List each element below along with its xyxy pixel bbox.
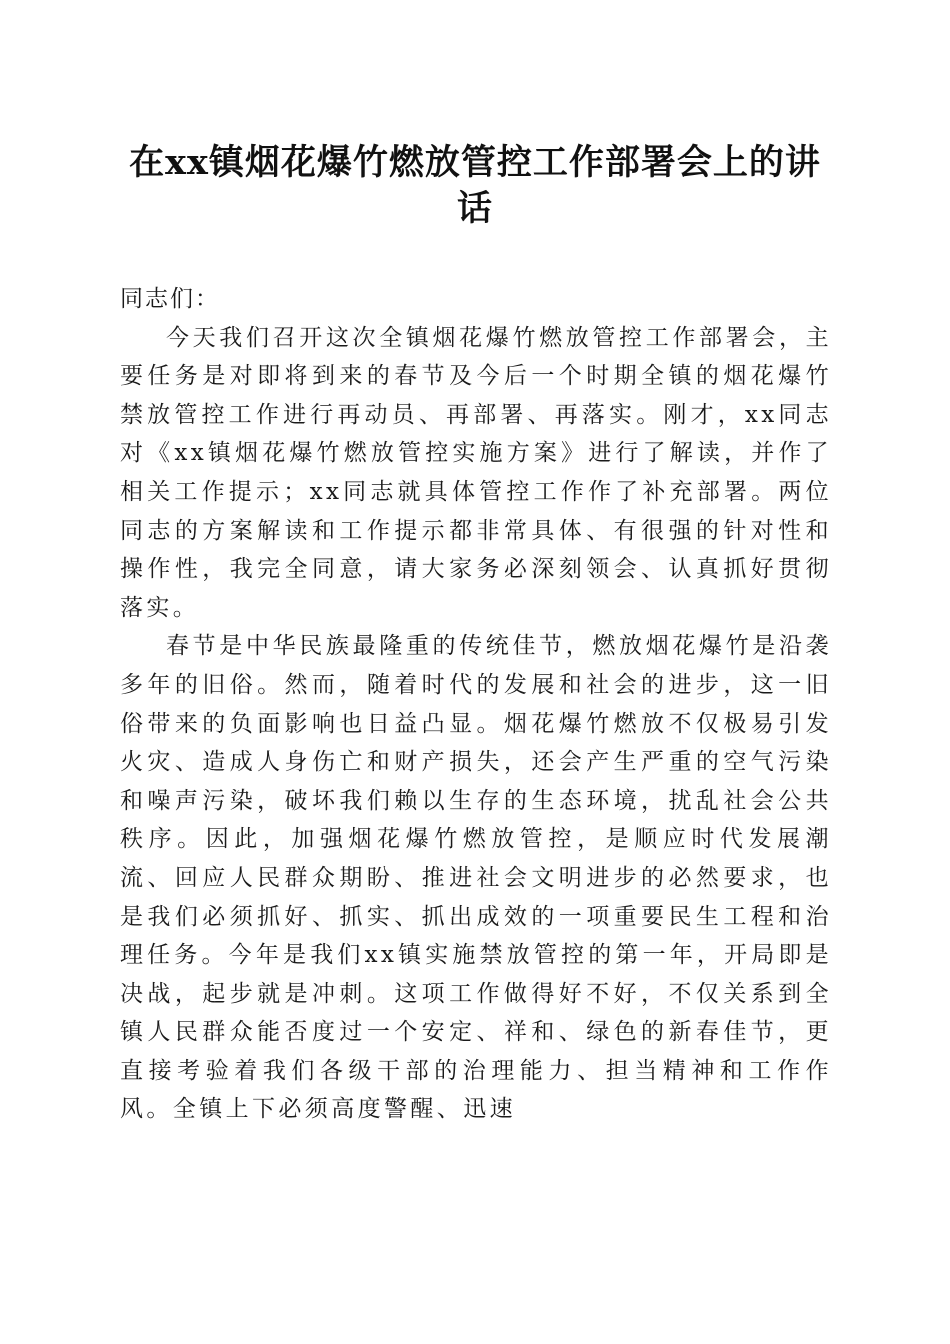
paragraph-opening: 今天我们召开这次全镇烟花爆竹燃放管控工作部署会，主要任务是对即将到来的春节及今后一个时期全镇的烟花爆竹禁放管控工作进行再动员、再部署、再落实。刚才，xx同志对《xx镇烟花爆竹燃放管控实施方案》进行了解读，并作了相关工作提示；xx同志就具体管控工作作了补充部署。两位同志的方案解读和工作提示都非常具体、有很强的针对性和操作性，我完全同意，请大家务必深刻领会、认真抓好贯彻落实。 — [120, 324, 832, 621]
document-title: 在xx镇烟花爆竹燃放管控工作部署会上的讲话 — [129, 142, 821, 229]
salutation: 同志们： — [120, 286, 220, 312]
paragraph-spring-festival: 春节是中华民族最隆重的传统佳节，燃放烟花爆竹是沿袭多年的旧俗。然而，随着时代的发展和社会的进步，这一旧俗带来的负面影响也日益凸显。烟花爆竹燃放不仅极易引发火灾、造成人身伤亡和财产损失，还会产生严重的空气污染和噪声污染，破坏我们赖以生存的生态环境，扰乱社会公共秩序。因此，加强烟花爆竹燃放管控，是顺应时代发展潮流、回应人民群众期盼、推进社会文明进步的必然要求，也是我们必须抓好、抓实、抓出成效的一项重要民生工程和治理任务。今年是我们xx镇实施禁放管控的第一年，开局即是决战，起步就是冲刺。这项工作做得好不好，不仅关系到全镇人民群众能否度过一个安定、祥和、绿色的新春佳节，更直接考验着我们各级干部的治理能力、担当精神和工作作风。全镇上下必须高度警醒、迅速 — [120, 633, 832, 1123]
document-body — [120, 280, 832, 1129]
